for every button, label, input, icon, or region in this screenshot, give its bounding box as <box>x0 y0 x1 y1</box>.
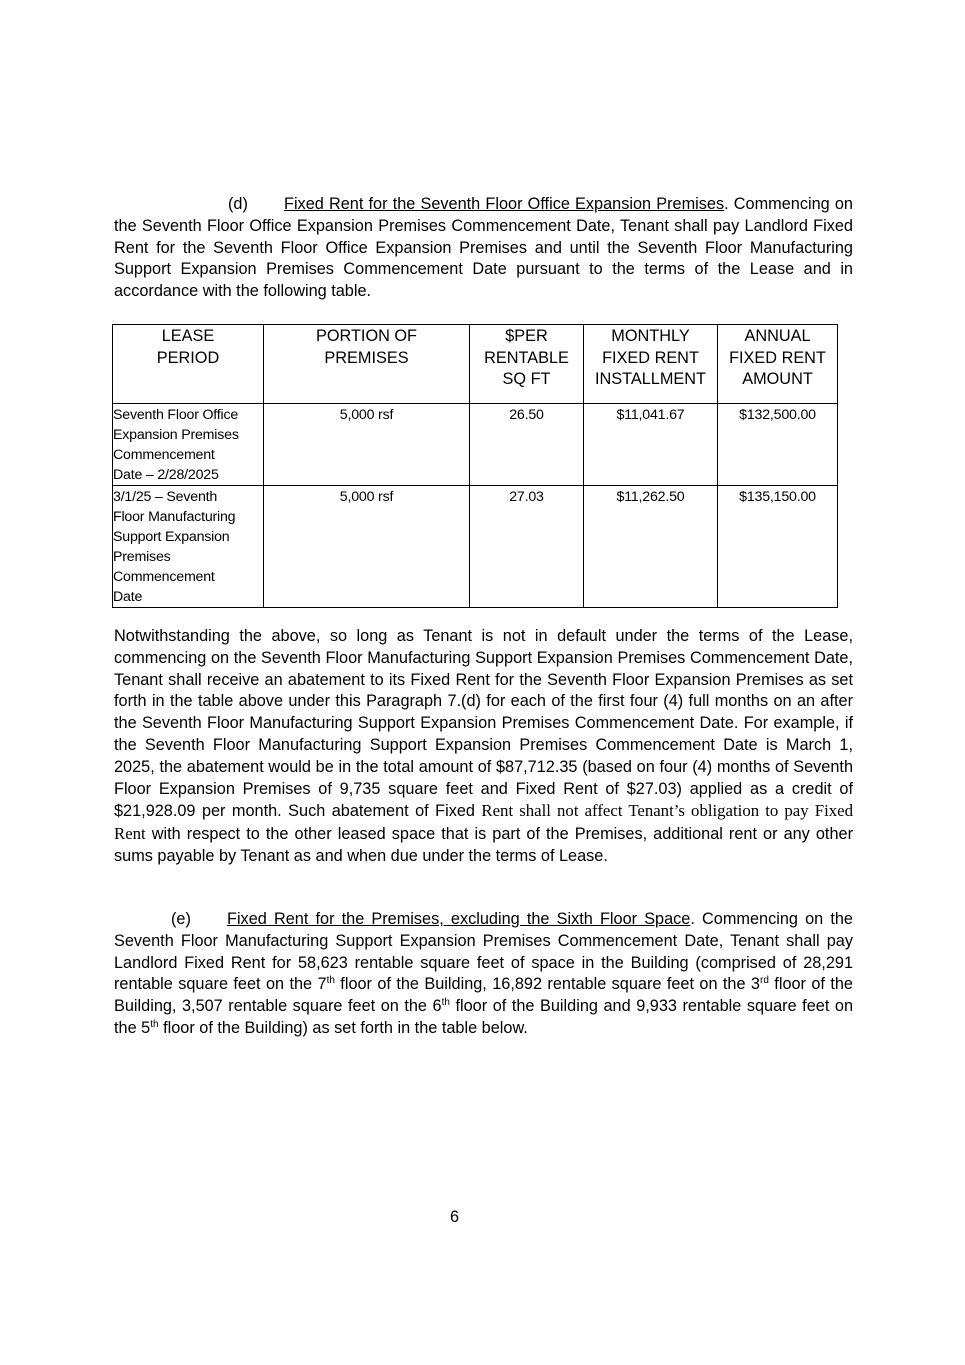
abatement-serif-text: Rent shall not affect Tenant’s obligation to pay Fixed Rent <box>114 801 853 844</box>
section-e-paragraph <box>114 909 853 1040</box>
lease-period-cell: 3/1/25 – Seventh Floor Manufacturing Support Expansion Premises Commencement Date <box>113 486 264 608</box>
header-per-rentable-sq-ft: $PER RENTABLE SQ FT <box>470 325 584 404</box>
annual-amount-cell: $132,500.00 <box>718 404 838 486</box>
per-sq-ft-cell: 27.03 <box>470 486 584 608</box>
monthly-installment-cell: $11,262.50 <box>584 486 718 608</box>
table-row <box>113 404 838 486</box>
page-number: 6 <box>449 1208 460 1226</box>
header-annual-fixed-rent: ANNUAL FIXED RENT AMOUNT <box>718 325 838 404</box>
section-d-label: (d) <box>228 195 248 213</box>
table-header-row <box>113 325 838 404</box>
section-d-paragraph <box>114 194 853 303</box>
abatement-paragraph <box>114 626 853 868</box>
table-row <box>113 486 838 608</box>
annual-amount-cell: $135,150.00 <box>718 486 838 608</box>
header-lease-period: LEASE PERIOD <box>113 325 264 404</box>
ordinal-suffix: th <box>326 975 335 987</box>
fixed-rent-table <box>112 324 838 608</box>
section-e-text: . Commencing on the Seventh Floor Manufacturing Support Expansion Premises Commencement Date, Tenant shall pay Landlord Fixed Rent for 58,623 rentable square feet of space in the Building (comprised of 28,291 rentable square feet on the 7 <box>114 910 853 994</box>
section-d-heading: Fixed Rent for the Seventh Floor Office Expansion Premises <box>284 195 725 213</box>
lease-period-cell: Seventh Floor Office Expansion Premises Commencement Date – 2/28/2025 <box>113 404 264 486</box>
section-e-text: floor of the Building, 3,507 rentable square feet on the 6 <box>114 975 853 1016</box>
section-d-body: . Commencing on the Seventh Floor Office Expansion Premises Commencement Date, Tenant shall pay Landlord Fixed Rent for the Seventh Floor Office Expansion Premises and until the Seventh Floor Manufacturing Support Expansion Premises Commencement Date pursuant to the terms of the Lease and in accordance with the following table. <box>114 195 853 301</box>
section-e-label: (e) <box>171 910 191 928</box>
abatement-text: Notwithstanding the above, so long as Tenant is not in default under the terms of the Lease, commencing on the Seventh Floor Manufacturing Support Expansion Premises Commencement Date, Tenant shall receive an abatement to its Fixed Rent for the Seventh Floor Expansion Premises as set forth in the table above under this Paragraph 7.(d) for each of the first four (4) full months on an after the Seventh Floor Manufacturing Support Expansion Premises Commencement Date. For example, if the Seventh Floor Manufacturing Support Expansion Premises Commencement Date is March 1, 2025, the abatement would be in the total amount of $87,712.35 (based on four (4) months of Seventh Floor Expansion Premises of 9,735 square feet and Fixed Rent of $27.03) applied as a credit of $21,928.09 per month. Such abatement of Fixed <box>114 627 853 821</box>
header-monthly-fixed-rent: MONTHLY FIXED RENT INSTALLMENT <box>584 325 718 404</box>
header-portion-of-premises: PORTION OF PREMISES <box>264 325 470 404</box>
ordinal-suffix: th <box>441 997 450 1009</box>
section-e-heading: Fixed Rent for the Premises, excluding the Sixth Floor Space <box>227 910 691 928</box>
portion-cell: 5,000 rsf <box>264 404 470 486</box>
ordinal-suffix: th <box>150 1018 159 1030</box>
abatement-text-end: with respect to the other leased space that is part of the Premises, additional rent or any other sums payable by Tenant as and when due under the terms of Lease. <box>114 825 853 865</box>
monthly-installment-cell: $11,041.67 <box>584 404 718 486</box>
section-e-text: floor of the Building and 9,933 rentable square feet on the 5 <box>114 997 853 1037</box>
per-sq-ft-cell: 26.50 <box>470 404 584 486</box>
ordinal-suffix: rd <box>760 975 769 987</box>
section-e-text: floor of the Building, 16,892 rentable square feet on the 3 <box>334 975 760 994</box>
portion-cell: 5,000 rsf <box>264 486 470 608</box>
section-e-text: floor of the Building) as set forth in the table below. <box>158 1018 528 1037</box>
